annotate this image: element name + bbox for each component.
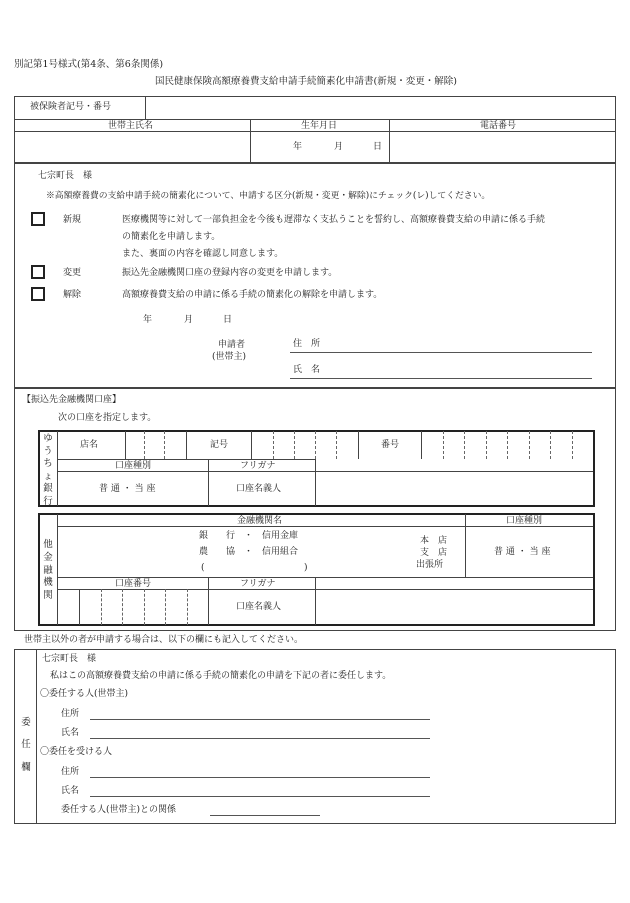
- yucho-symbol-field[interactable]: [252, 432, 357, 458]
- delegate-address-label: 住所: [61, 767, 80, 777]
- delegation-note: 世帯主以外の者が申請する場合は、以下の欄にも記入してください。: [24, 635, 304, 645]
- yucho-holder-field[interactable]: [316, 472, 593, 505]
- birth-day: 日: [373, 142, 383, 152]
- yucho-account-type-label: 口座種別: [115, 461, 152, 471]
- applicant-sub-label: (世帯主): [212, 352, 247, 362]
- account-number-field[interactable]: [58, 590, 207, 624]
- delegate-name-field[interactable]: [90, 796, 430, 797]
- option-new-line-2: の簡素化を申請します。: [122, 232, 221, 242]
- applicant-label: 申請者: [218, 340, 246, 350]
- insured-number-field[interactable]: [148, 98, 614, 117]
- option-new-line-3: また、裏面の内容を確認し同意します。: [122, 249, 284, 259]
- new-checkbox[interactable]: [31, 212, 45, 226]
- yucho-holder-label: 口座名義人: [236, 484, 282, 494]
- yucho-number-field[interactable]: [422, 432, 593, 458]
- applicant-address-field[interactable]: [290, 352, 592, 353]
- cancel-checkbox[interactable]: [31, 287, 45, 301]
- change-checkbox[interactable]: [31, 265, 45, 279]
- phone-field[interactable]: [391, 133, 614, 161]
- delegate-address-field[interactable]: [90, 777, 430, 778]
- inst-line-2[interactable]: 農 協 ・ 信用組合: [199, 547, 299, 557]
- branch-sub[interactable]: 支 店: [420, 548, 448, 558]
- option-new-line-1: 医療機関等に対して一部負担金を今後も遅滞なく支払うことを誓約し、高額療養費支給の申請に係る手続: [122, 215, 546, 225]
- app-date-year: 年: [143, 315, 153, 325]
- applicant-address-label: 住 所: [293, 339, 321, 349]
- relationship-field[interactable]: [210, 815, 320, 816]
- applicant-name-field[interactable]: [290, 378, 592, 379]
- delegation-text: 私はこの高額療養費支給の申請に係る手続の簡素化の申請を下記の者に委任します。: [50, 671, 392, 681]
- bank-intro: 次の口座を指定します。: [58, 413, 157, 423]
- inst-line-1[interactable]: 銀 行 ・ 信用金庫: [199, 531, 299, 541]
- other-furigana-field[interactable]: [316, 578, 593, 588]
- branch-name-field[interactable]: [330, 530, 412, 574]
- other-holder-field[interactable]: [316, 590, 593, 624]
- applicant-name-label: 氏 名: [293, 365, 321, 375]
- option-cancel-label: 解除: [63, 290, 82, 300]
- account-number-label: 口座番号: [115, 579, 152, 589]
- option-cancel-line: 高額療養費支給の申請に係る手続の簡素化の解除を申請します。: [122, 290, 383, 300]
- delegator-name-field[interactable]: [90, 738, 430, 739]
- other-holder-label: 口座名義人: [236, 602, 282, 612]
- branch-office[interactable]: 出張所: [416, 560, 444, 570]
- inst-paren-close: ): [304, 563, 308, 573]
- yucho-number-label: 番号: [381, 440, 400, 450]
- form-title: 国民健康保険高額療養費支給申請手続簡素化申請書(新規・変更・解除): [155, 76, 457, 87]
- yucho-store-field[interactable]: [126, 432, 185, 458]
- delegate-heading: 〇委任を受ける人: [40, 747, 113, 757]
- inst-other-field[interactable]: [210, 562, 302, 574]
- option-change-label: 変更: [63, 268, 82, 278]
- delegation-side-label: 委任欄: [21, 717, 31, 773]
- other-account-type-label: 口座種別: [506, 516, 543, 526]
- bank-section-title: 【振込先金融機関口座】: [22, 395, 122, 405]
- yucho-label: ゆうちょ銀行: [43, 433, 53, 507]
- branch-main[interactable]: 本 店: [420, 536, 448, 546]
- delegator-address-label: 住所: [61, 709, 80, 719]
- insured-number-label: 被保険者記号・番号: [30, 102, 112, 112]
- app-date-day: 日: [223, 315, 233, 325]
- delegation-addressee: 七宗町長 様: [42, 654, 97, 664]
- option-new-label: 新規: [63, 215, 82, 225]
- head-name-field[interactable]: [16, 133, 248, 161]
- birth-year: 年: [293, 142, 303, 152]
- app-instruction: ※高額療養費の支給申請手続の簡素化について、申請する区分(新規・変更・解除)にチェック(レ)してください。: [46, 191, 491, 201]
- institution-name-field[interactable]: [58, 527, 198, 576]
- delegator-name-label: 氏名: [61, 728, 80, 738]
- relationship-label: 委任する人(世帯主)との関係: [61, 805, 177, 815]
- yucho-store-label: 店名: [80, 440, 99, 450]
- yucho-account-type-value[interactable]: 普 通 ・ 当 座: [99, 484, 156, 494]
- app-addressee: 七宗町長 様: [38, 171, 93, 181]
- delegate-name-label: 氏名: [61, 786, 80, 796]
- option-change-line: 振込先金融機関口座の登録内容の変更を申請します。: [122, 268, 338, 278]
- yucho-symbol-label: 記号: [210, 440, 229, 450]
- yucho-furigana-field[interactable]: [316, 460, 593, 470]
- institution-label: 金融機関名: [237, 516, 283, 526]
- yucho-furigana-label: フリガナ: [240, 461, 276, 471]
- form-number: 別記第1号様式(第4条、第6条関係): [14, 59, 164, 70]
- birth-month: 月: [334, 142, 344, 152]
- phone-label: 電話番号: [480, 121, 517, 131]
- other-furigana-label: フリガナ: [240, 579, 276, 589]
- inst-paren-open: (: [201, 563, 205, 573]
- delegator-address-field[interactable]: [90, 719, 430, 720]
- head-name-label: 世帯主氏名: [108, 121, 154, 131]
- delegator-heading: 〇委任する人(世帯主): [40, 689, 129, 699]
- other-bank-label: 他金融機関: [43, 539, 53, 602]
- other-account-type-value[interactable]: 普 通 ・ 当 座: [494, 547, 551, 557]
- birthdate-label: 生年月日: [301, 121, 338, 131]
- app-date-month: 月: [184, 315, 194, 325]
